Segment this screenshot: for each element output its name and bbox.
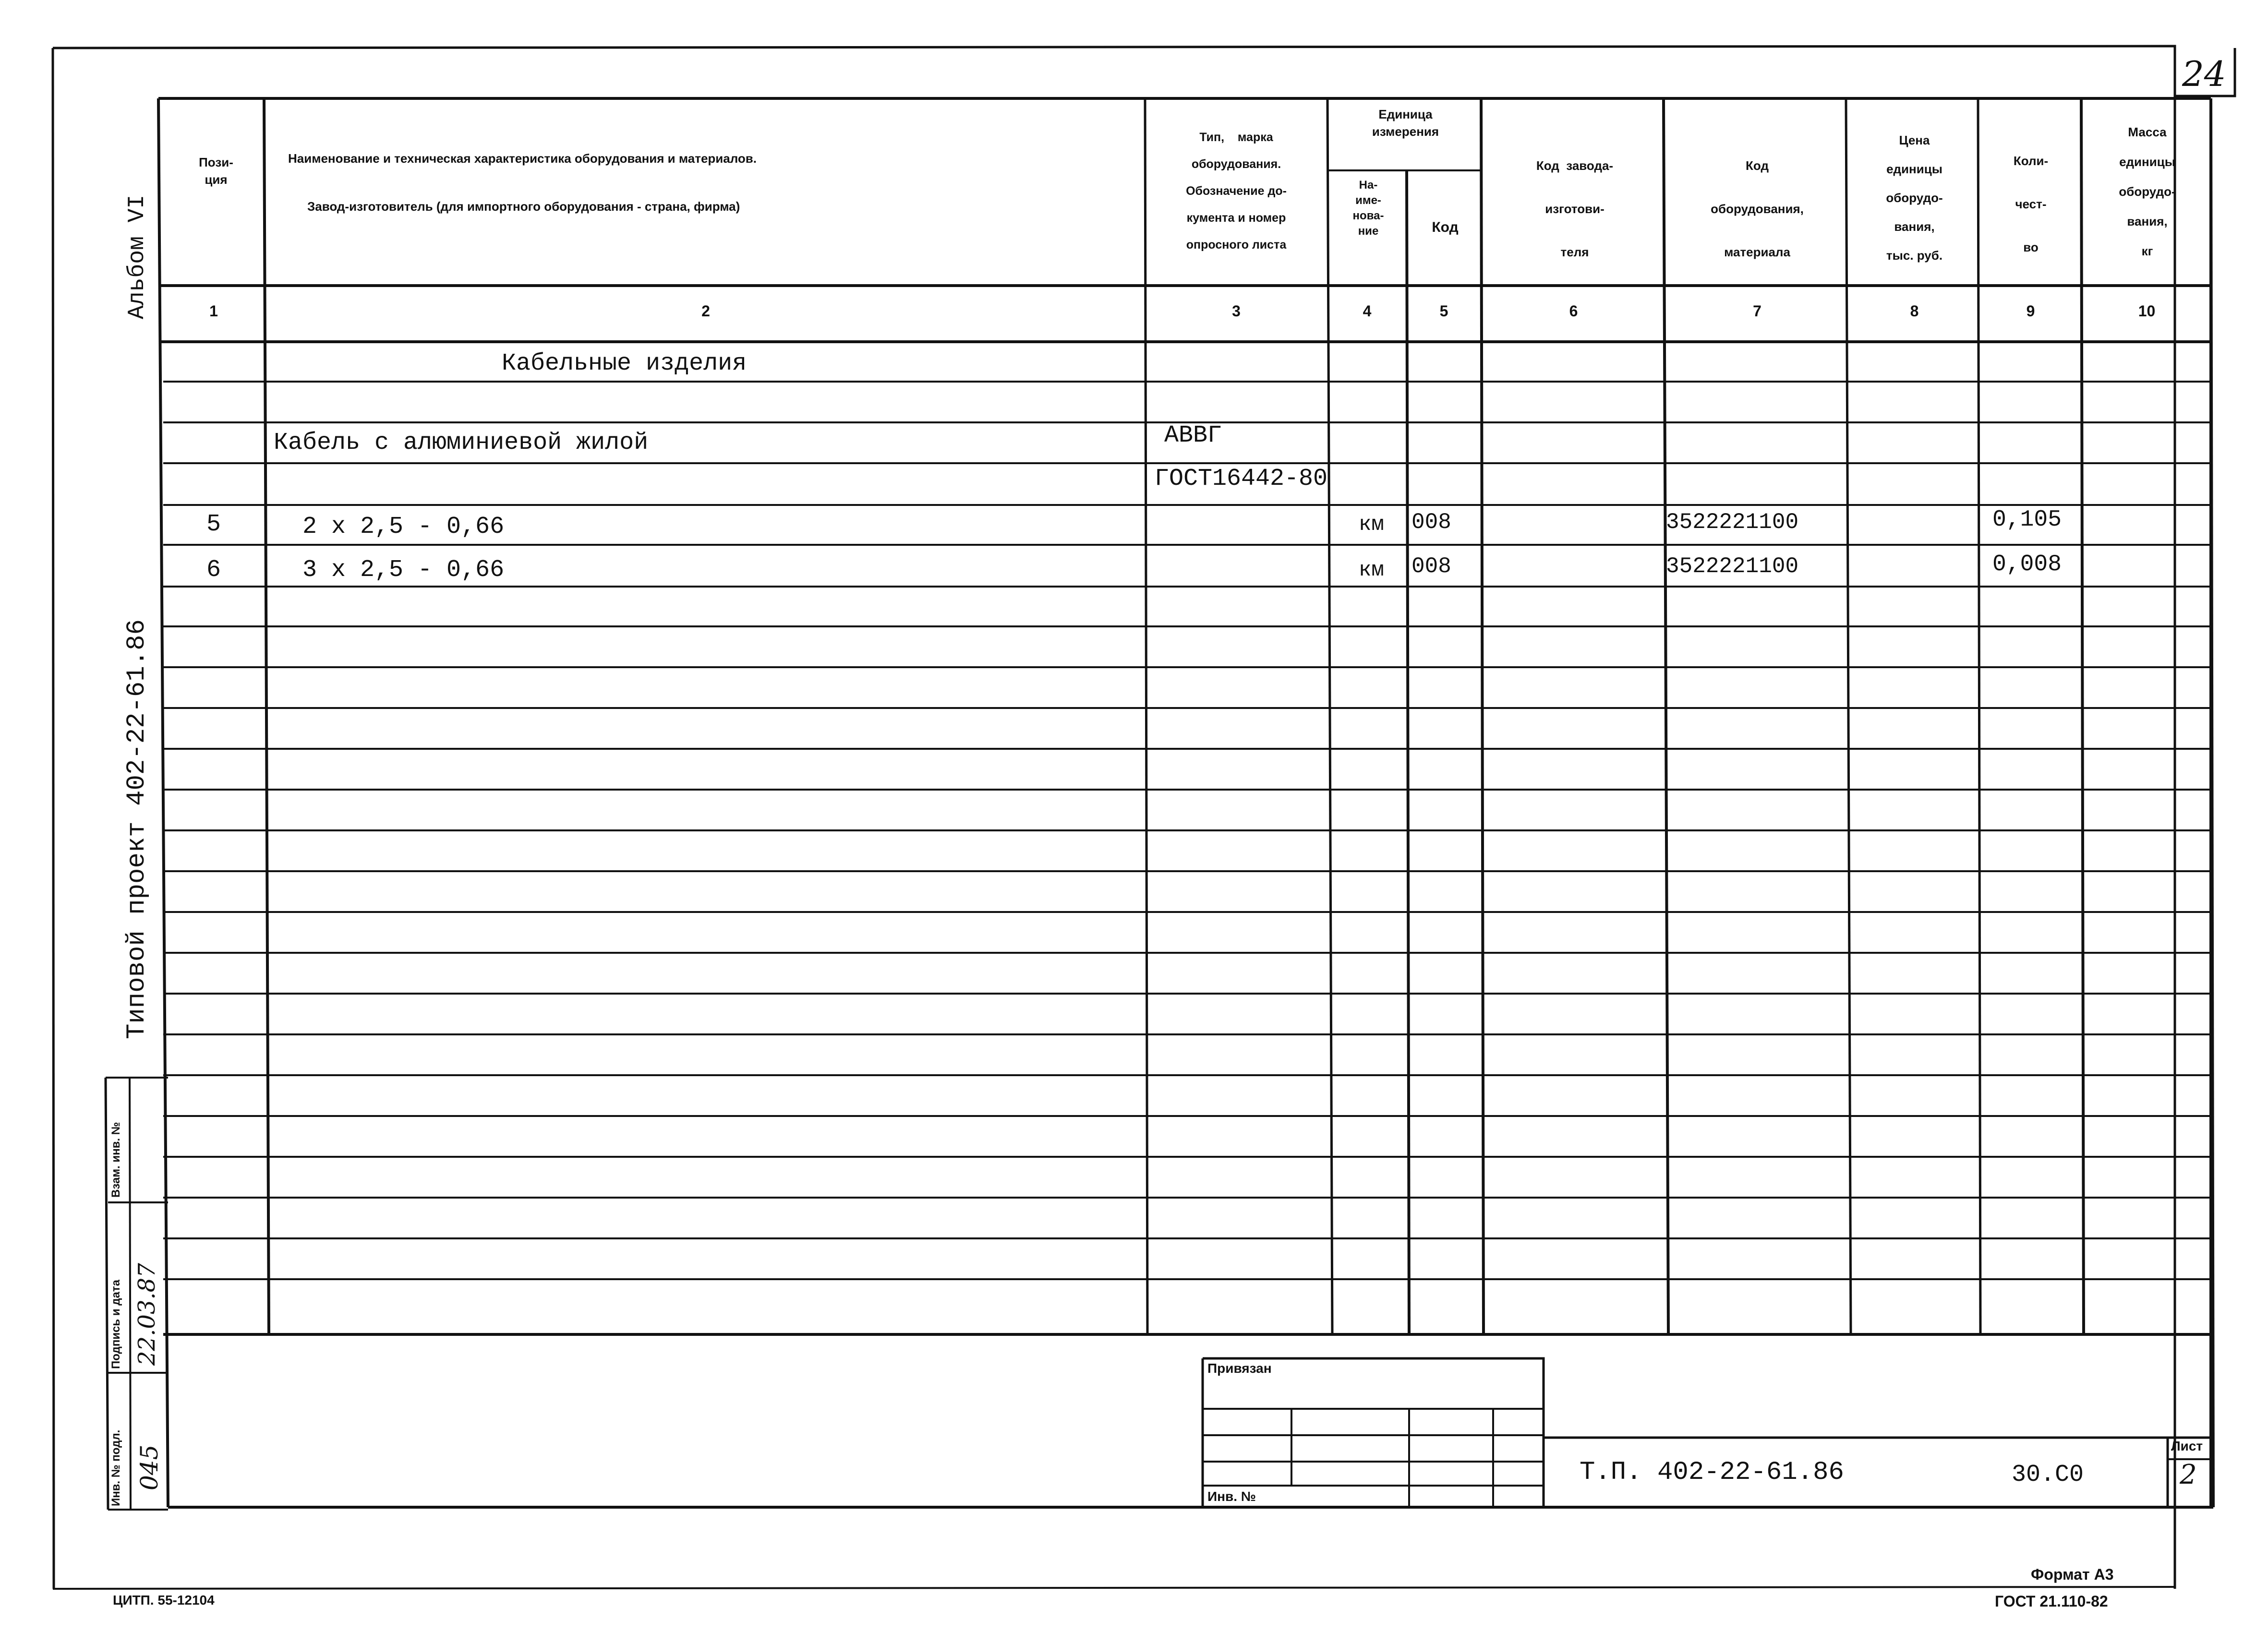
stamp-vzam-label: Взам. инв. № xyxy=(109,1122,122,1198)
print-mark: ЦИТП. 55-12104 xyxy=(113,1593,215,1608)
row6-position: 6 xyxy=(206,556,221,584)
stamp-inv-label: Инв. № подл. xyxy=(109,1429,122,1506)
colnum-10: 10 xyxy=(2138,302,2156,320)
header-name-line2: Завод-изготовитель (для импортного оборудования - страна, фирма) xyxy=(307,199,740,214)
header-unit-code: Код xyxy=(1432,219,1459,235)
header-factory-code: Код завода- изготови- теля xyxy=(1536,158,1614,259)
header-equipment-code: Код оборудования, материала xyxy=(1711,158,1804,259)
row5-quantity: 0,105 xyxy=(1992,507,2062,533)
header-unit-name: На- име- нова- ние xyxy=(1352,179,1384,238)
colnum-2: 2 xyxy=(701,302,710,320)
doc-code: Т.П. 402-22-61.86 xyxy=(1580,1458,1844,1487)
row6-code: 3522221100 xyxy=(1666,554,1799,579)
row6-quantity: 0,008 xyxy=(1992,552,2062,577)
item-standard: ГОСТ16442-80 xyxy=(1155,465,1328,492)
gost-label: ГОСТ 21.110-82 xyxy=(1995,1593,2108,1610)
list-value: 2 xyxy=(2180,1459,2197,1490)
page-number: 24 xyxy=(2182,54,2226,94)
list-label: Лист xyxy=(2171,1439,2203,1453)
header-mass: Масса единицы оборудо- вания, кг xyxy=(2119,125,2176,258)
colnum-9: 9 xyxy=(2026,302,2035,320)
row5-name: 2 x 2,5 - 0,66 xyxy=(302,513,505,540)
row6-name: 3 x 2,5 - 0,66 xyxy=(302,556,505,584)
row6-unit-code: 008 xyxy=(1411,554,1451,579)
item-type: АВВГ xyxy=(1164,422,1222,449)
inv-no-label: Инв. № xyxy=(1207,1489,1256,1504)
colnum-3: 3 xyxy=(1232,302,1241,320)
section-title: Кабельные изделия xyxy=(502,350,747,377)
row5-code: 3522221100 xyxy=(1666,510,1799,535)
format-label: Формат А3 xyxy=(2031,1566,2114,1583)
colnum-4: 4 xyxy=(1363,302,1372,320)
row5-unit-code: 008 xyxy=(1411,510,1451,535)
colnum-7: 7 xyxy=(1753,302,1761,320)
header-type: Тип, марка оборудования. Обозначение до- кумента и номер опросного листа xyxy=(1186,131,1287,252)
header-quantity: Коли- чест- во xyxy=(2013,154,2049,254)
colnum-8: 8 xyxy=(1910,302,1919,320)
item-name: Кабель с алюминиевой жилой xyxy=(274,429,649,456)
row5-unit: км xyxy=(1359,513,1384,537)
privyazan-label: Привязан xyxy=(1207,1361,1272,1376)
header-name-line1: Наименование и техническая характеристика оборудования и материалов. xyxy=(288,151,757,166)
header-unit: Единица измерения xyxy=(1372,107,1439,139)
header-price: Цена единицы оборудо- вания, тыс. руб. xyxy=(1886,133,1943,263)
row5-position: 5 xyxy=(206,511,221,538)
colnum-1: 1 xyxy=(209,302,218,320)
doc-sheet-code: 30.С0 xyxy=(2012,1461,2084,1488)
project-label: Типовой проект 402-22-61.86 xyxy=(122,619,152,1039)
colnum-6: 6 xyxy=(1569,302,1578,320)
colnum-5: 5 xyxy=(1439,302,1448,320)
stamp-signature: 22.03.87 xyxy=(133,1263,160,1366)
stamp-podpis-label: Подпись и дата xyxy=(109,1280,122,1369)
row6-unit: км xyxy=(1359,558,1384,582)
album-label: Альбом VI xyxy=(124,194,150,319)
header-position: Пози- ция xyxy=(199,155,233,187)
stamp-inv-value: 045 xyxy=(135,1444,163,1490)
